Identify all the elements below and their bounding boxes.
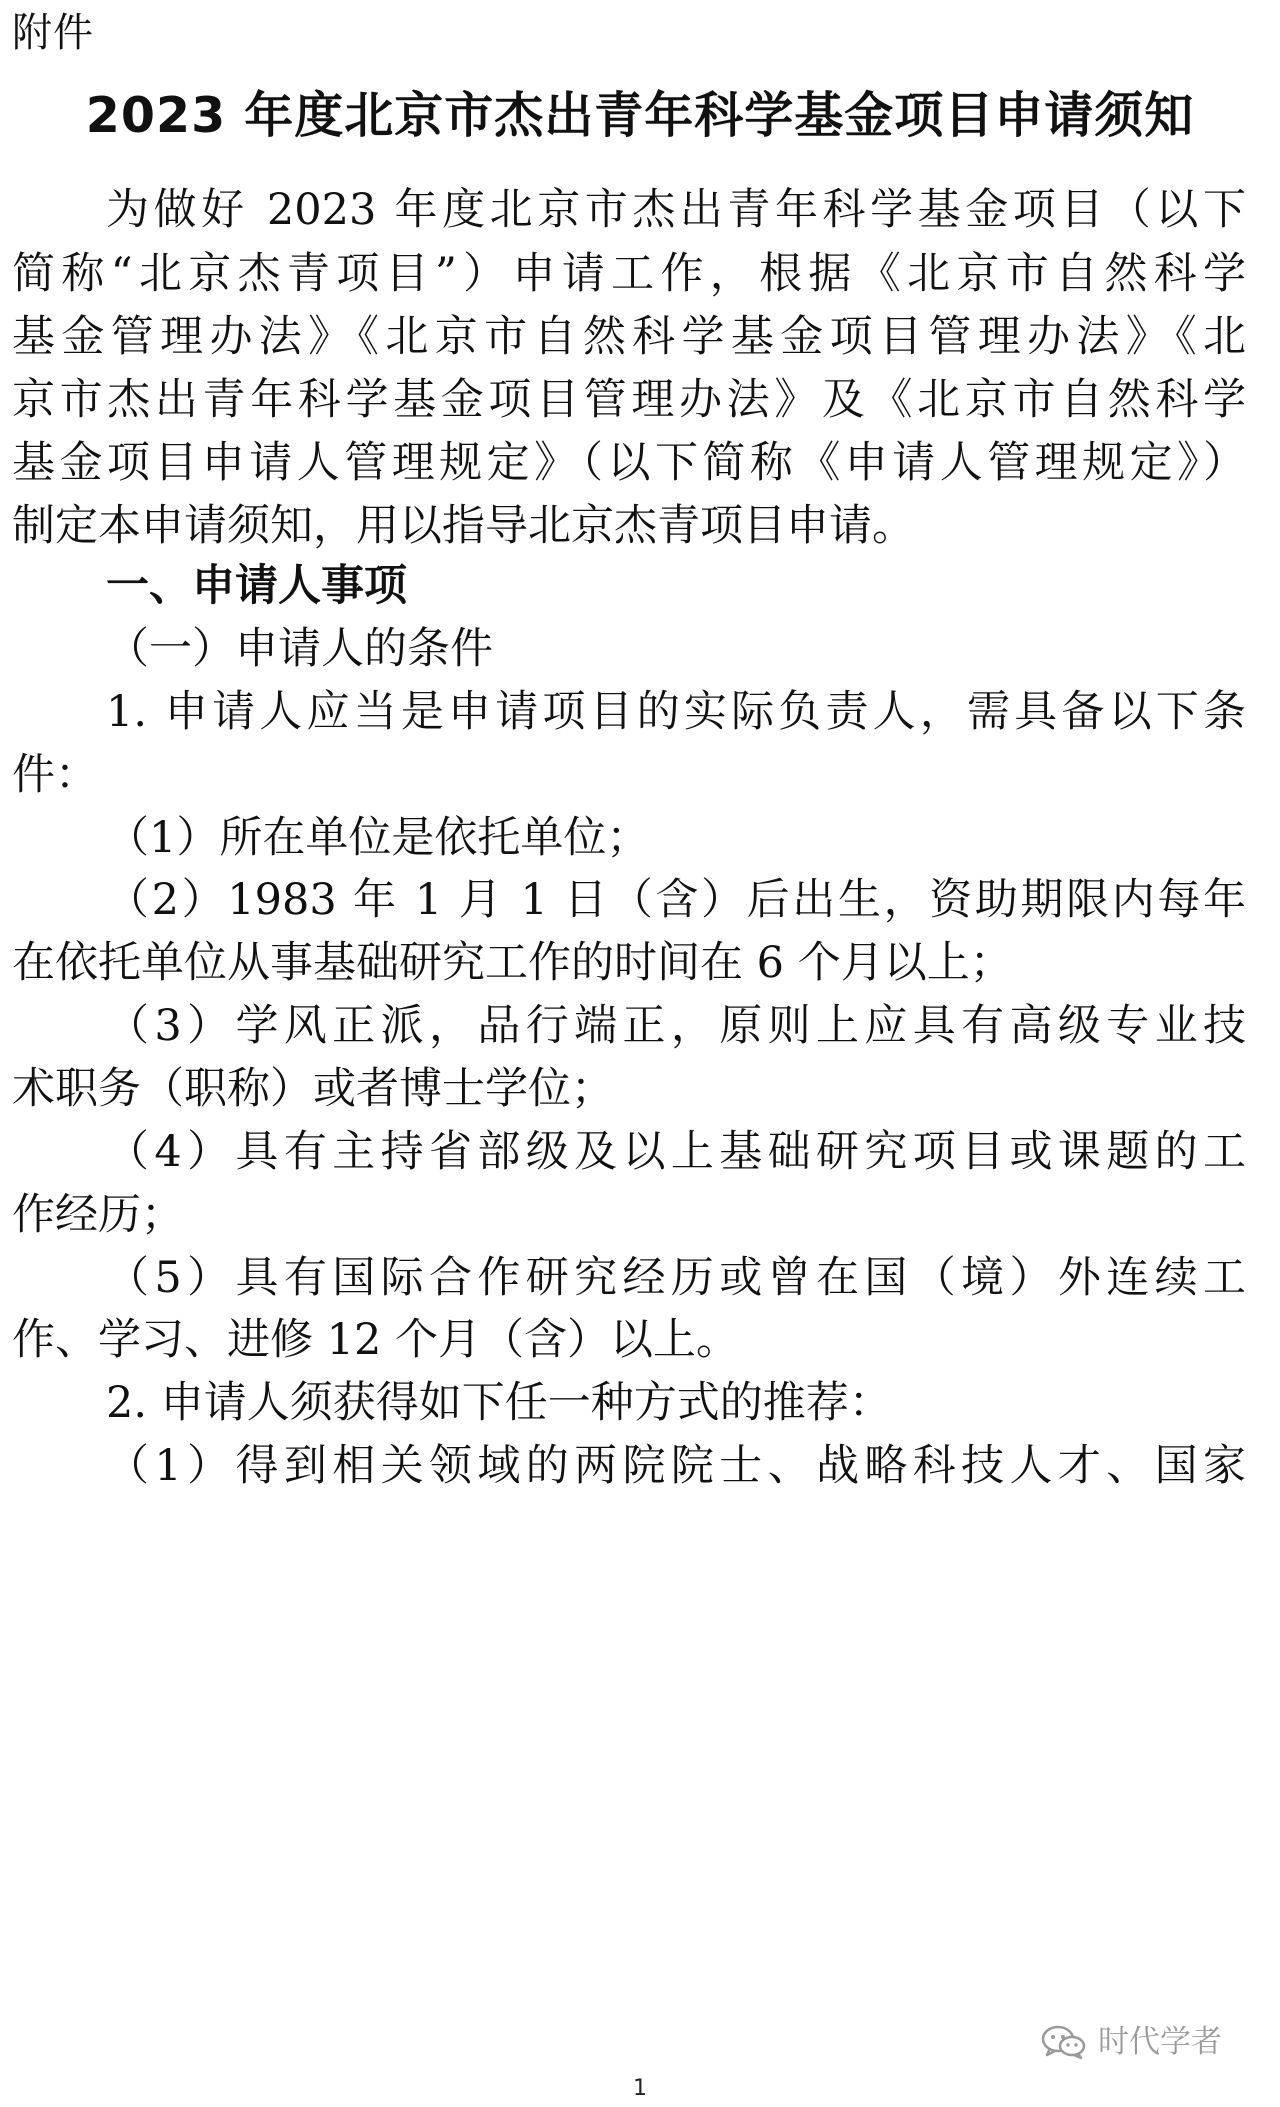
- body-line-14: （3）学风正派，品行端正，原则上应具有高级专业技: [106, 1001, 1246, 1051]
- watermark-text: 时代学者: [1098, 2024, 1222, 2060]
- body-line-12: （2）1983 年 1 月 1 日（含）后出生，资助期限内每年: [106, 875, 1246, 925]
- page-number: 1: [633, 2076, 647, 2101]
- body-line-6: 制定本申请须知，用以指导北京杰青项目申请。: [12, 501, 915, 551]
- body-line-10: 件：: [12, 750, 98, 800]
- body-line-15: 术职务（职称）或者博士学位；: [12, 1064, 614, 1114]
- attachment-label: 附件: [12, 10, 94, 56]
- watermark: [1040, 2022, 1222, 2062]
- body-line-17: 作经历；: [12, 1190, 184, 1240]
- body-line-5: 基金项目申请人管理规定》（以下简称《申请人管理规定》）: [12, 438, 1246, 488]
- body-line-1: 为做好 2023 年度北京市杰出青年科学基金项目（以下: [106, 185, 1246, 235]
- body-line-21: （1）得到相关领域的两院院士、战略科技人才、国家: [106, 1441, 1246, 1491]
- body-line-13: 在依托单位从事基础研究工作的时间在 6 个月以上；: [12, 938, 1013, 988]
- body-line-11: （1）所在单位是依托单位；: [106, 813, 650, 863]
- body-line-18: （5）具有国际合作研究经历或曾在国（境）外连续工: [106, 1253, 1246, 1303]
- subsection-heading: （一）申请人的条件: [106, 624, 493, 674]
- body-line-9: 1. 申请人应当是申请项目的实际负责人，需具备以下条: [106, 687, 1246, 737]
- body-line-16: （4）具有主持省部级及以上基础研究项目或课题的工: [106, 1127, 1246, 1177]
- body-line-2: 简称“北京杰青项目”）申请工作，根据《北京市自然科学: [12, 249, 1246, 299]
- body-line-4: 京市杰出青年科学基金项目管理办法》及《北京市自然科学: [12, 375, 1246, 425]
- wechat-icon: [1040, 2024, 1088, 2060]
- body-line-20: 2. 申请人须获得如下任一种方式的推荐：: [106, 1378, 892, 1428]
- document-title: 2023 年度北京市杰出青年科学基金项目申请须知: [85, 87, 1195, 144]
- body-line-19: 作、学习、进修 12 个月（含）以上。: [12, 1315, 740, 1365]
- body-line-3: 基金管理办法》《北京市自然科学基金项目管理办法》《北: [12, 312, 1246, 362]
- section-heading: 一、申请人事项: [106, 561, 407, 611]
